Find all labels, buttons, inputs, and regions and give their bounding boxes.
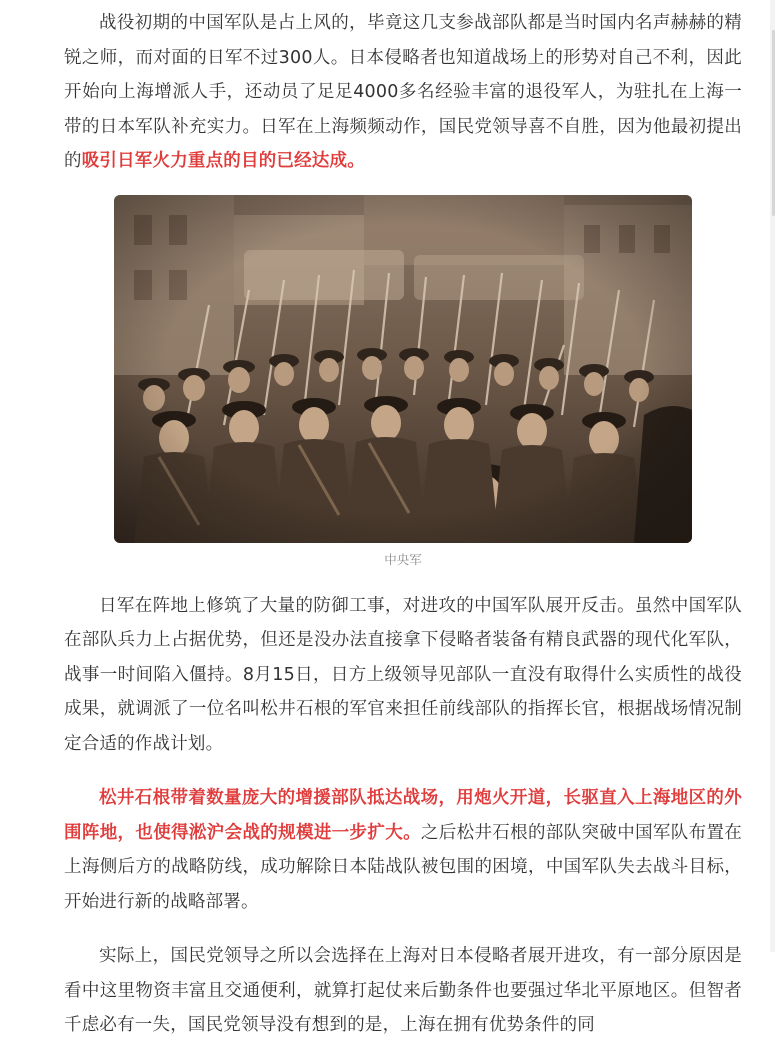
- paragraph-3-text: 之后松井石根的部队突破中国军队布置在上海侧后方的战略防线，成功解除日本陆战队被包围的困境，中国军队失去战斗目标，开始进行新的战略部署。: [64, 822, 742, 912]
- figure: [114, 195, 692, 569]
- paragraph-2: [64, 589, 742, 762]
- paragraph-3: [64, 781, 742, 919]
- paragraph-2-text: 日军在阵地上修筑了大量的防御工事，对进攻的中国军队展开反击。虽然中国军队在部队兵力上占据优势，但还是没办法直接拿下侵略者装备有精良武器的现代化军队，战事一时间陷入僵持。8月15日，日方上级领导见部队一直没有取得什么实质性的战役成果，就调派了一位名叫松井石根的军官来担任前线部队的指挥长官，根据战场情况制定合适的作战计划。: [64, 595, 742, 754]
- paragraph-1-highlight: 吸引日军火力重点的目的已经达成。: [81, 151, 365, 171]
- paragraph-4: [64, 939, 742, 1043]
- paragraph-3-highlight: 松井石根带着数量庞大的增援部队抵达战场，用炮火开道，长驱直入上海地区的外围阵地，也使得淞沪会战的规模进一步扩大。: [64, 788, 742, 843]
- paragraph-4-text: 实际上，国民党领导之所以会选择在上海对日本侵略者展开进攻，有一部分原因是看中这里物资丰富且交通便利，就算打起仗来后勤条件也要强过华北平原地区。但智者千虑必有一失，国民党领导没有想到的是，上海在拥有优势条件的同: [64, 946, 742, 1035]
- image-caption: 中央军: [384, 551, 422, 567]
- scrollbar-track[interactable]: [770, 0, 775, 952]
- soldiers-marching-photo: [114, 195, 692, 543]
- paragraph-1: [64, 6, 742, 179]
- article-body: [64, 6, 742, 1043]
- paragraph-1-text: 战役初期的中国军队是占上风的，毕竟这几支参战部队都是当时国内名声赫赫的精锐之师，而对面的日军不过300人。日本侵略者也知道战场上的形势对自己不利，因此开始向上海增派人手，还动员了足足4000多名经验丰富的退役军人，为驻扎在上海一带的日本军队补充实力。日军在上海频频动作，国民党领导喜不自胜，因为他最初提出的: [64, 13, 742, 171]
